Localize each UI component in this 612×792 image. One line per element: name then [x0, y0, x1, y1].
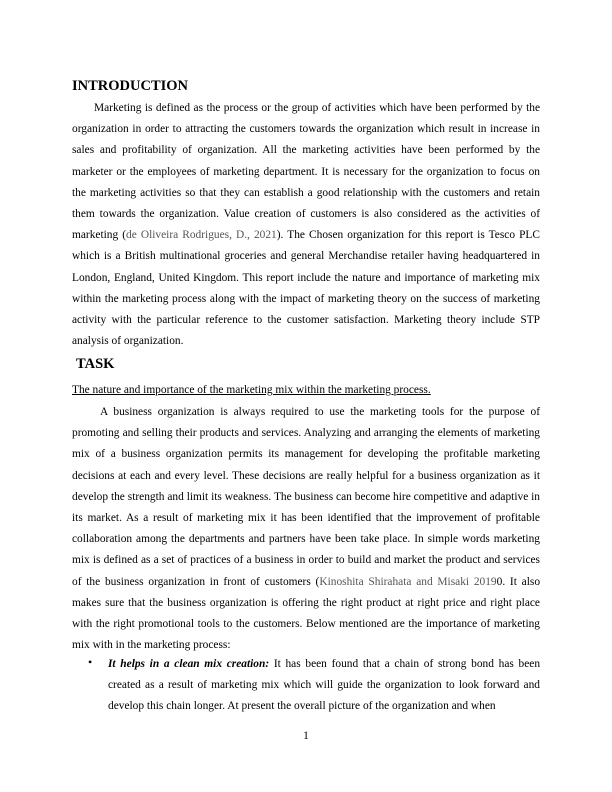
task-heading: TASK — [76, 356, 115, 372]
introduction-heading: INTRODUCTION — [72, 78, 189, 94]
task-paragraph — [72, 402, 540, 656]
task-text-1: A business organization is always required to use the marketing tools for the purpose of promoting and selling their products and services. Analyzing and arranging the elements of marketing mix of a business organization permits its management for developing the profitable marketing decisions at each and every level. These decisions are really helpful for a business organization as it develop the strength and limit its weakness. The business can become hire competitive and adaptive in its market. As a result of marketing mix it has been identified that the improvement of profitable collaboration among the departments and partners have been take place. In simple words marketing mix is defined as a set of practices of a business in order to build and market the product and services of the business organization in front of customers ( — [72, 406, 540, 588]
introduction-paragraph — [72, 98, 540, 352]
page-number: 1 — [303, 730, 309, 742]
bullet-body: It has been found that a chain of strong bond has been created as a result of marketing mix which will guide the organization to look forward and develop this chain longer. At present the overall picture of the organization and when — [108, 658, 541, 713]
list-item — [108, 654, 540, 718]
bullet-icon: • — [88, 655, 93, 669]
task-citation: Kinoshita Shirahata and Misaki 2019 — [319, 575, 497, 588]
task-subheading: The nature and importance of the marketing mix within the marketing process. — [72, 384, 431, 396]
bullet-lead: It helps in a clean mix creation: — [108, 658, 270, 670]
task-text-2: 0. It also makes sure that the business organization is offering the right product at right price and right place with the right promotional tools to the customers. Below mentioned are the importance of marketing mix with in the marketing process: — [72, 575, 541, 652]
intro-citation: de Oliveira Rodrigues, D., 2021 — [126, 229, 277, 242]
intro-text-1: Marketing is defined as the process or the group of activities which have been performed by the organization in order to attracting the customers towards the organization which result in increase in sales and profitability of organization. All the marketing activities have been performed by the marketer or the employees of marketing department. It is necessary for the organization to focus on the marketing activities so that they can establish a good relationship with the customers and retain them towards the organization. Value creation of customers is also considered as the activities of marketing ( — [72, 102, 540, 242]
intro-text-2: ). The Chosen organization for this report is Tesco PLC which is a British multinational groceries and general Merchandise retailer having headquartered in London, England, United Kingdom. This report include the nature and importance of marketing mix within the marketing process along with the impact of marketing theory on the success of marketing activity with the particular reference to the customer satisfaction. Marketing theory include STP analysis of organization. — [72, 229, 540, 348]
